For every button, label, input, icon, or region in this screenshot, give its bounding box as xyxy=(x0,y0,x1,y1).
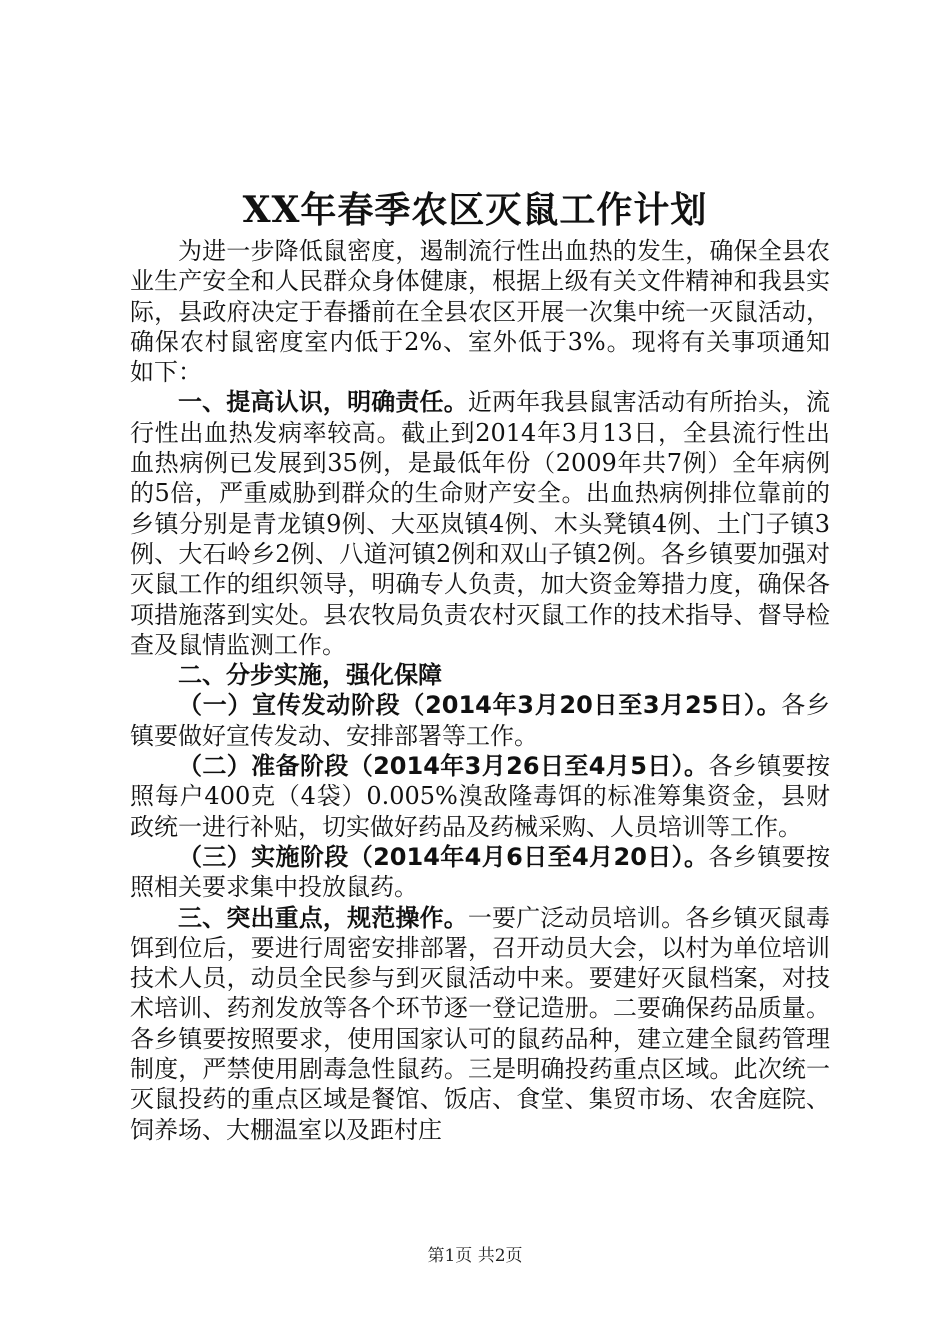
section-2-heading: 二、分步实施，强化保障 xyxy=(178,661,442,690)
stage-2-paragraph xyxy=(130,751,830,842)
stage-3-text: 各乡镇要按照相关要求集中投放鼠药。 xyxy=(130,842,831,902)
section-1-heading: 一、提高认识，明确责任。 xyxy=(178,388,468,417)
section-3-text: 一要广泛动员培训。各乡镇灭鼠毒饵到位后，要进行周密安排部署，召开动员大会，以村为单位培训技术人员，动员全民参与到灭鼠活动中来。要建好灭鼠档案，对技术培训、药剂发放等各个环节逐一登记造册。二要确保药品质量。各乡镇要按照要求，使用国家认可的鼠药品种，建立建全鼠药管理制度，严禁使用剧毒急性鼠药。三是明确投药重点区域。此次统一灭鼠投药的重点区域是餐馆、饭店、食堂、集贸市场、农舍庭院、饲养场、大棚温室以及距村庄 xyxy=(130,903,831,1144)
section-3-heading: 三、突出重点，规范操作。 xyxy=(178,903,468,932)
stage-3-heading: （三）实施阶段（2014年4月6日至4月20日）。 xyxy=(178,842,709,871)
stage-2-text: 各乡镇要按照每户400克（4袋）0.005%溴敌隆毒饵的标准筹集资金，县财政统一进行补贴，切实做好药品及药械采购、人员培训等工作。 xyxy=(130,752,831,841)
section-1-text: 近两年我县鼠害活动有所抬头，流行性出血热发病率较高。截止到2014年3月13日，全县流行性出血热病例已发展到35例，是最低年份（2009年共7例）全年病例的5倍，严重威胁到群众的生命财产安全。出血热病例排位靠前的乡镇分别是青龙镇9例、大巫岚镇4例、木头凳镇4例、土门子镇3例、大石岭乡2例、八道河镇2例和双山子镇2例。各乡镇要加强对灭鼠工作的组织领导，明确专人负责，加大资金筹措力度，确保各项措施落到实处。县农牧局负责农村灭鼠工作的技术指导、督导检查及鼠情监测工作。 xyxy=(130,388,831,659)
stage-2-heading: （二）准备阶段（2014年3月26日至4月5日）。 xyxy=(178,752,709,781)
document-body xyxy=(130,236,830,1145)
section-3-paragraph xyxy=(130,903,830,1145)
stage-1-heading: （一）宣传发动阶段（2014年3月20日至3月25日）。 xyxy=(178,691,782,720)
stage-1-text: 各乡镇要做好宣传发动、安排部署等工作。 xyxy=(130,691,831,750)
stage-3-paragraph xyxy=(130,842,830,903)
section-1-paragraph xyxy=(130,387,830,660)
intro-paragraph: 为进一步降低鼠密度，遏制流行性出血热的发生，确保全县农业生产安全和人民群众身体健康，根据上级有关文件精神和我县实际，县政府决定于春播前在全县农区开展一次集中统一灭鼠活动，确保农村鼠密度室内低于2%、室外低于3%。现将有关事项通知如下： xyxy=(130,237,830,387)
document-title: XX年春季农区灭鼠工作计划 xyxy=(242,189,708,231)
stage-1-paragraph xyxy=(130,690,830,751)
page-number-footer: 第1页 共2页 xyxy=(427,1246,523,1266)
